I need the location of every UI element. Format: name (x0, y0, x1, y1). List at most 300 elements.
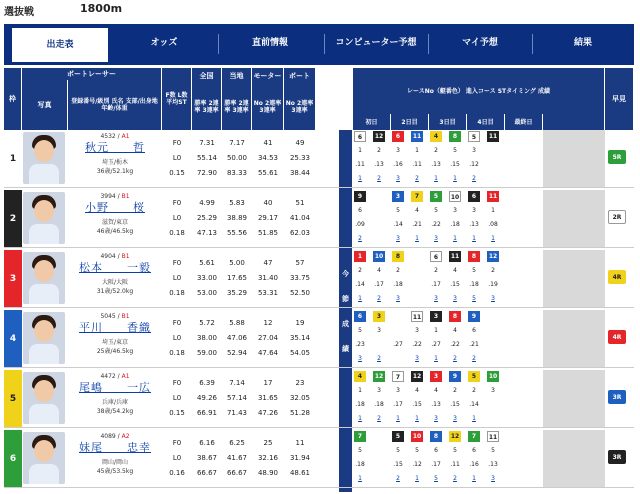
racer-branch: 埼玉/東京 (101, 339, 129, 346)
racer-row (4, 190, 634, 248)
stat-value: 35.14 (289, 334, 311, 342)
early-race-badge[interactable]: 5R (608, 150, 626, 164)
reg-number: 4532 (100, 133, 116, 140)
fl-stats (162, 136, 192, 181)
grid-cell: 5 (453, 447, 457, 454)
avg-st: 0.15 (169, 409, 185, 417)
racer-name-link[interactable]: 松本 一毅 (79, 261, 151, 274)
grid-cell[interactable] (487, 413, 499, 424)
racer-info: 4904 / B1 松本 一毅 大阪/大阪 31歳/52.0kg (68, 252, 162, 296)
grid-cell: 12 (450, 433, 460, 440)
col-local-sub: 勝率 2連率 3連率 (222, 84, 252, 130)
grid-cell[interactable]: 1 (396, 415, 400, 422)
grid-cell: 1 (358, 387, 362, 394)
stat-value: 49 (295, 139, 305, 147)
grid-cell[interactable]: 1 (453, 175, 457, 182)
grid-cell[interactable]: 2 (453, 355, 457, 362)
stat-value: 72.90 (196, 169, 218, 177)
stat-value: 41 (263, 139, 273, 147)
entry-table (4, 68, 634, 492)
grid-cell: 7 (468, 431, 480, 442)
stat-value: 49.26 (196, 394, 218, 402)
grid-cell: .18 (355, 401, 365, 408)
col-national-sub: 勝率 2連率 3連率 (192, 84, 222, 130)
stat-value: 25.33 (289, 154, 311, 162)
race-distance: 1800m (80, 2, 123, 15)
stat-value: 12 (263, 319, 273, 327)
stat-col-b (284, 196, 316, 241)
grid-cell: 3 (472, 147, 476, 154)
racer-info: 4532 / A1 秋元 哲 埼玉/栃木 36歳/52.1kg (68, 132, 162, 176)
early-race-badge[interactable]: 4R (608, 330, 626, 344)
col-waku-header: 枠 (4, 68, 22, 130)
stat-value: 47.64 (257, 349, 279, 357)
grid-cell (487, 399, 499, 410)
col-spacer (543, 114, 605, 130)
stat-value: 51 (295, 199, 305, 207)
grid-cell: .18 (469, 281, 479, 288)
grid-cell: 8 (430, 431, 442, 442)
grid-cell[interactable]: 2 (472, 355, 476, 362)
stat-value: 5.72 (199, 319, 215, 327)
grid-cell: .15 (450, 281, 460, 288)
grid-cell: 6 (468, 191, 480, 202)
grid-cell (373, 219, 385, 230)
grid-cell[interactable] (373, 473, 385, 484)
grid-cell[interactable]: 2 (472, 175, 476, 182)
grid-cell: 6 (434, 447, 438, 454)
grid-cell: .23 (355, 341, 365, 348)
grid-cell[interactable]: 1 (415, 475, 419, 482)
stat-value: 47.26 (257, 409, 279, 417)
l-count: L0 (172, 454, 182, 462)
grid-cell: .13 (488, 461, 498, 468)
uniform (29, 164, 59, 184)
fl-stats (162, 436, 192, 481)
stat-value: 23 (295, 379, 305, 387)
stat-value: 41.04 (289, 214, 311, 222)
grid-cell: 3 (373, 311, 385, 322)
stat-value: 6.25 (229, 439, 245, 447)
f-count: F0 (172, 139, 182, 147)
stat-value: 32.16 (257, 454, 279, 462)
stat-value: 52.94 (226, 349, 248, 357)
reg-number: 4089 (100, 433, 116, 440)
tab-underline (4, 62, 634, 65)
tab-divider (218, 34, 219, 54)
stat-value: 34.53 (257, 154, 279, 162)
grid-cell[interactable]: 3 (453, 415, 457, 422)
grid-cell: .14 (355, 281, 365, 288)
grid-cell: .13 (374, 161, 384, 168)
racer-rank: A1 (121, 133, 130, 140)
grid-cell (487, 159, 499, 170)
stat-value: 50.00 (226, 154, 248, 162)
results-grid (353, 310, 605, 367)
stat-value: 53.31 (257, 289, 279, 297)
grid-cell: .08 (488, 221, 498, 228)
grid-cell[interactable]: 3 (434, 295, 438, 302)
grid-cell: 10 (374, 253, 384, 260)
grid-cell: .14 (469, 401, 479, 408)
grid-cell[interactable] (487, 353, 499, 364)
avg-st: 0.18 (169, 289, 185, 297)
stat-value: 31.65 (257, 394, 279, 402)
stat-value: 19 (295, 319, 305, 327)
grid-cell: 4 (354, 371, 366, 382)
grid-cell[interactable]: 3 (453, 295, 457, 302)
avg-st: 0.16 (169, 469, 185, 477)
stat-value: 7.31 (199, 139, 215, 147)
sidebar-char: 成 (341, 320, 350, 327)
grid-cell (487, 311, 499, 322)
tab-entry[interactable]: 出走表 (12, 28, 108, 62)
waku-number: 1 (4, 130, 22, 187)
grid-cell: 3 (430, 371, 442, 382)
stat-value: 38.67 (196, 454, 218, 462)
col-day2: 2日目 (391, 114, 429, 130)
stat-value: 7.17 (229, 139, 245, 147)
stat-col-t (222, 256, 252, 301)
grid-cell (373, 431, 385, 442)
grid-cell[interactable]: 1 (415, 235, 419, 242)
grid-cell[interactable]: 3 (434, 415, 438, 422)
stat-value: 31.94 (289, 454, 311, 462)
col-boat-sub: No 2連率 3連率 (284, 84, 316, 130)
grid-cell (392, 311, 404, 322)
grid-cell: 2 (377, 147, 381, 154)
grid-cell[interactable]: 2 (377, 295, 381, 302)
stat-col-b (284, 136, 316, 181)
grid-cell: 6 (472, 447, 476, 454)
grid-cell: .19 (488, 281, 498, 288)
col-day1: 初日 (353, 114, 391, 130)
grid-cell: .11 (412, 161, 422, 168)
stat-col-t (222, 196, 252, 241)
stat-value: 5.83 (229, 199, 245, 207)
col-motor-sub: No 2連率 3連率 (252, 84, 284, 130)
waku-number: 4 (4, 310, 22, 367)
racer-rank: B1 (121, 313, 130, 320)
grid-cell: 3 (430, 311, 442, 322)
racer-photo (23, 372, 65, 424)
grid-cell: .18 (355, 461, 365, 468)
stat-value: 7.14 (229, 379, 245, 387)
stat-value: 25 (263, 439, 273, 447)
grid-cell: 3 (415, 327, 419, 334)
grid-cell: 8 (449, 131, 461, 142)
grid-cell: 5 (453, 147, 457, 154)
stat-col-b (284, 256, 316, 301)
grid-cell: .22 (412, 341, 422, 348)
stat-value: 83.33 (226, 169, 248, 177)
grid-cell: 3 (396, 147, 400, 154)
grid-cell[interactable] (373, 233, 385, 244)
col-national-header: 全国 (192, 68, 222, 84)
stat-value: 33.00 (196, 274, 218, 282)
grid-cell: 11 (487, 431, 499, 442)
stat-value: 48.90 (257, 469, 279, 477)
race-name: 選抜戦 (4, 7, 34, 18)
grid-cell[interactable]: 1 (472, 475, 476, 482)
grid-cell[interactable] (487, 173, 499, 184)
stat-col-m (252, 196, 284, 241)
grid-cell (392, 325, 404, 336)
col-racer-header: ボートレーサー (22, 68, 162, 80)
fl-stats (162, 256, 192, 301)
grid-cell[interactable]: 2 (377, 415, 381, 422)
racer-info: 4472 / A1 尾嶋 一広 兵庫/兵庫 38歳/54.2kg (68, 372, 162, 416)
grid-cell[interactable]: 1 (358, 175, 362, 182)
results-grid (353, 130, 605, 187)
grid-cell: 5 (358, 447, 362, 454)
grid-cell[interactable]: 1 (434, 355, 438, 362)
grid-cell: 9 (468, 311, 480, 322)
stat-col-n (192, 436, 222, 481)
racer-row (4, 310, 634, 368)
grid-cell[interactable]: 1 (358, 295, 362, 302)
grid-cell: .11 (450, 461, 460, 468)
grid-cell[interactable]: 1 (453, 235, 457, 242)
grid-cell: 11 (450, 253, 460, 260)
grid-cell[interactable]: 1 (491, 235, 495, 242)
grid-cell[interactable]: 3 (415, 355, 419, 362)
grid-cell[interactable]: 3 (396, 175, 400, 182)
grid-cell: 6 (354, 311, 366, 322)
grid-cell[interactable]: 2 (415, 175, 419, 182)
grid-cell (373, 459, 385, 470)
racer-photo (23, 132, 65, 184)
racer-photo (23, 312, 65, 364)
grid-cell: 4 (430, 131, 442, 142)
grid-cell: 3 (453, 207, 457, 214)
stat-value: 17 (263, 379, 273, 387)
stat-col-t (222, 136, 252, 181)
grid-cell: 12 (488, 253, 498, 260)
grid-cell: 4 (415, 207, 419, 214)
racer-name-link[interactable]: 尾嶋 一広 (79, 381, 151, 394)
col-day3: 3日目 (429, 114, 467, 130)
racer-name-link[interactable]: 秋元 哲 (85, 141, 145, 154)
grid-cell[interactable]: 2 (453, 475, 457, 482)
grid-cell: 5 (472, 267, 476, 274)
stat-col-m (252, 136, 284, 181)
avg-st: 0.18 (169, 229, 185, 237)
top-bar (0, 0, 640, 22)
stat-col-n (192, 316, 222, 361)
stat-value: 5.00 (229, 259, 245, 267)
waku-number: 2 (4, 190, 22, 247)
grid-cell[interactable]: 3 (358, 355, 362, 362)
grid-cell: .17 (431, 281, 441, 288)
racer-info: 5045 / B1 平川 香織 埼玉/東京 25歳/46.5kg (68, 312, 162, 356)
reg-number: 4472 (100, 373, 116, 380)
grid-cell[interactable]: 3 (396, 295, 400, 302)
grid-cell: 4 (453, 327, 457, 334)
grid-cell[interactable]: 5 (434, 475, 438, 482)
fl-stats (162, 376, 192, 421)
grid-cell: 11 (488, 193, 498, 200)
grid-cell[interactable]: 1 (472, 415, 476, 422)
waku-number: 6 (4, 430, 22, 487)
reg-number: 3994 (100, 193, 116, 200)
grid-cell: 6 (430, 251, 442, 262)
grid-cell[interactable]: 1 (472, 235, 476, 242)
grid-cell: 6 (472, 327, 476, 334)
l-count: L0 (172, 394, 182, 402)
grid-cell: .13 (431, 161, 441, 168)
grid-cell: .18 (393, 281, 403, 288)
tab-odds[interactable]: オッズ (150, 38, 178, 48)
stat-value: 62.03 (289, 229, 311, 237)
grid-cell[interactable] (392, 353, 404, 364)
stat-col-t (222, 376, 252, 421)
grid-cell: 3 (491, 387, 495, 394)
grid-cell: .27 (431, 341, 441, 348)
tab-result[interactable]: 結果 (573, 38, 592, 48)
grid-cell[interactable]: 5 (472, 295, 476, 302)
grid-cell: 6 (392, 131, 404, 142)
grid-cell: .17 (374, 281, 384, 288)
sidebar-char: 今 (341, 270, 350, 277)
stat-col-t (222, 436, 252, 481)
stat-value: 66.67 (196, 469, 218, 477)
grid-cell: .27 (393, 341, 403, 348)
grid-cell: 1 (354, 251, 366, 262)
grid-cell[interactable]: 1 (358, 475, 362, 482)
grid-cell[interactable]: 2 (396, 475, 400, 482)
tab-bar (4, 24, 634, 62)
grid-cell[interactable]: 2 (377, 175, 381, 182)
f-count: F0 (172, 259, 182, 267)
stat-value: 51.85 (257, 229, 279, 237)
racer-name-link[interactable]: 妹尾 忠幸 (79, 441, 151, 454)
grid-cell (411, 251, 423, 262)
f-count: F0 (172, 439, 182, 447)
grid-cell: .14 (393, 221, 403, 228)
grid-cell[interactable]: 2 (358, 235, 362, 242)
grid-cell: .21 (469, 341, 479, 348)
col-fl-header: F数 L数 平均ST (162, 68, 192, 130)
stat-value: 47.13 (196, 229, 218, 237)
waku-number: 3 (4, 250, 22, 307)
results-grid (353, 430, 605, 487)
stat-value: 35.29 (226, 289, 248, 297)
early-race-badge[interactable]: 3R (608, 450, 626, 464)
grid-cell: .12 (412, 461, 422, 468)
grid-cell: 8 (392, 251, 404, 262)
l-count: L0 (172, 154, 182, 162)
early-race-badge[interactable]: 3R (608, 390, 626, 404)
tab-divider (532, 34, 533, 54)
racer-age-weight: 38歳/54.2kg (96, 408, 134, 415)
stat-value: 55.61 (257, 169, 279, 177)
grid-cell (373, 191, 385, 202)
grid-cell (411, 279, 423, 290)
tab-preview[interactable]: 直前情報 (251, 38, 288, 48)
face (34, 380, 54, 402)
racer-row (4, 250, 634, 308)
grid-cell: 4 (415, 387, 419, 394)
l-count: L0 (172, 334, 182, 342)
stat-value: 5.61 (199, 259, 215, 267)
grid-cell[interactable]: 1 (434, 175, 438, 182)
early-race-badge[interactable]: 4R (608, 270, 626, 284)
grid-cell: 12 (374, 133, 384, 140)
f-count: F0 (172, 319, 182, 327)
tab-my-prediction[interactable]: マイ予想 (462, 38, 498, 48)
stat-value: 32.05 (289, 394, 311, 402)
grid-cell: .18 (374, 401, 384, 408)
grid-cell: 8 (468, 251, 480, 262)
reg-number: 4904 (100, 253, 116, 260)
racer-info: 3994 / B1 小野 桜 滋賀/東京 46歳/46.5kg (68, 192, 162, 236)
grid-cell: .17 (431, 461, 441, 468)
stat-value: 38.44 (289, 169, 311, 177)
grid-cell: 10 (412, 433, 422, 440)
grid-cell (373, 445, 385, 456)
grid-cell (487, 325, 499, 336)
grid-cell: 5 (491, 447, 495, 454)
grid-cell: 5 (434, 207, 438, 214)
face (34, 200, 54, 222)
grid-cell: .21 (412, 221, 422, 228)
stat-value: 71.43 (226, 409, 248, 417)
stat-col-b (284, 436, 316, 481)
grid-cell: .15 (450, 161, 460, 168)
uniform (29, 344, 59, 364)
stat-value: 51.28 (289, 409, 311, 417)
racer-branch: 岡山/岡山 (101, 459, 129, 466)
grid-cell[interactable]: 3 (434, 235, 438, 242)
grid-cell[interactable]: 1 (415, 415, 419, 422)
tab-computer-prediction[interactable]: コンピューター予想 (335, 38, 417, 48)
avg-st: 0.15 (169, 169, 185, 177)
early-race-badge[interactable]: 2R (608, 210, 626, 224)
racer-age-weight: 25歳/46.5kg (96, 348, 134, 355)
racer-row (4, 370, 634, 428)
stat-value: 66.67 (226, 469, 248, 477)
grid-cell (487, 145, 499, 156)
grid-cell[interactable] (411, 293, 423, 304)
grid-cell: .13 (431, 401, 441, 408)
avg-st: 0.18 (169, 349, 185, 357)
grid-cell: 4 (453, 267, 457, 274)
racer-name-link[interactable]: 小野 桜 (85, 201, 145, 214)
grid-cell: 12 (374, 373, 384, 380)
waku-number: 5 (4, 370, 22, 427)
racer-name-link[interactable]: 平川 香織 (79, 321, 151, 334)
grid-cell[interactable]: 1 (358, 415, 362, 422)
grid-cell[interactable]: 3 (491, 475, 495, 482)
grid-cell[interactable]: 2 (377, 355, 381, 362)
grid-cell[interactable]: 3 (491, 295, 495, 302)
grid-cell: 8 (449, 311, 461, 322)
racer-rank: A1 (121, 373, 130, 380)
grid-cell: .22 (431, 221, 441, 228)
stat-col-m (252, 436, 284, 481)
results-grid (353, 370, 605, 427)
grid-cell: 3 (396, 387, 400, 394)
grid-cell: .16 (469, 461, 479, 468)
grid-cell: .15 (412, 401, 422, 408)
grid-cell[interactable]: 3 (396, 235, 400, 242)
grid-cell: 2 (396, 267, 400, 274)
stat-value: 53.00 (196, 289, 218, 297)
grid-cell (411, 265, 423, 276)
grid-cell: 6 (354, 131, 366, 142)
col-day-final: 最終日 (505, 114, 543, 130)
